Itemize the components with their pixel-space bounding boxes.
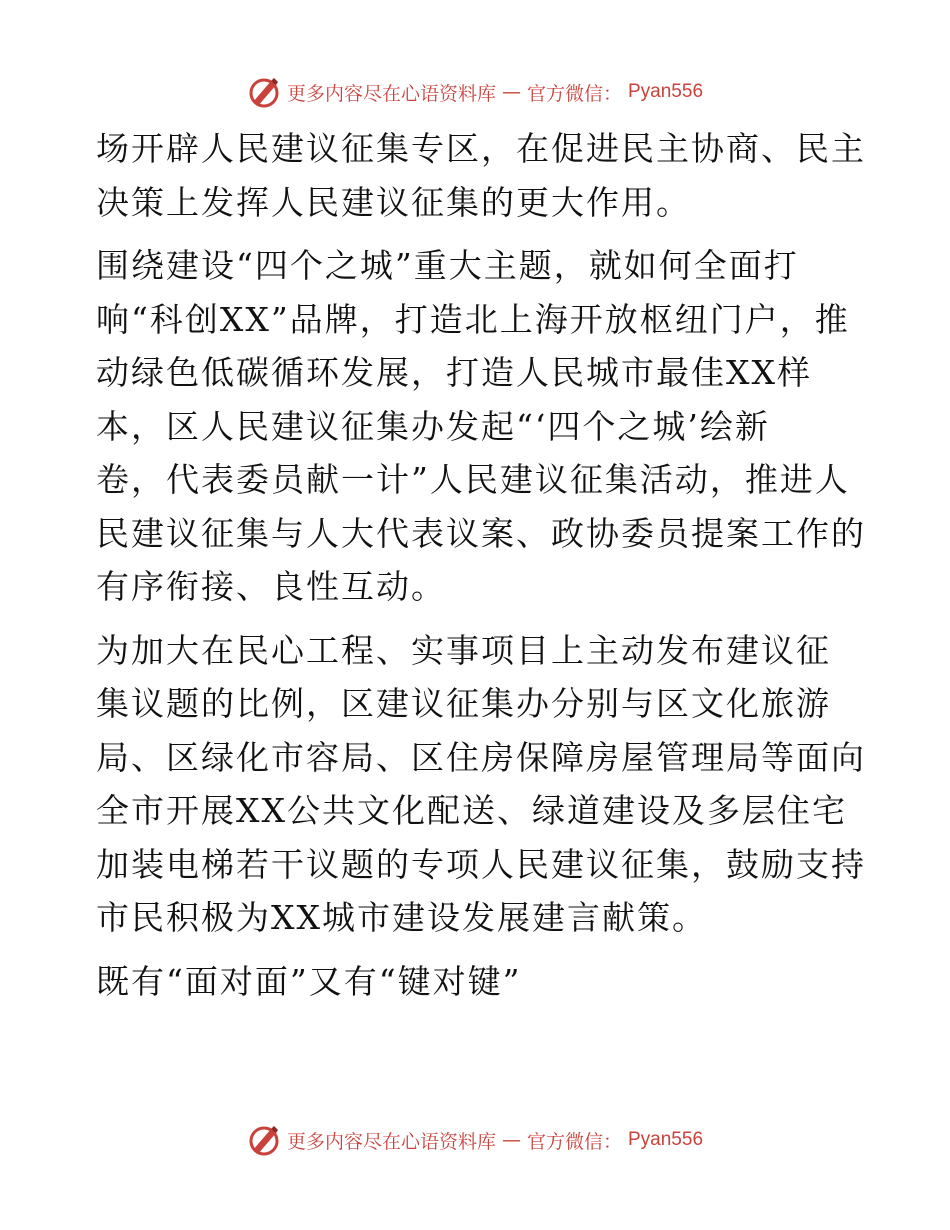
watermark-wechat-id: Pyan556	[628, 1129, 704, 1150]
text-line: 局、区绿化市容局、区住房保障房屋管理局等面向	[96, 737, 866, 777]
text-line: 有序衔接、良性互动。	[96, 567, 446, 606]
text-line: 集议题的比例，区建议征集办分别与区文化旅游	[96, 684, 831, 723]
text-line: 既有“面对面”又有“键对键”	[96, 961, 522, 1001]
text-line: 场开辟人民建议征集专区，在促进民主协商、民主	[96, 129, 866, 168]
paragraph-3	[96, 624, 866, 945]
text-line: 决策上发挥人民建议征集的更大作用。	[96, 182, 691, 222]
watermark-main-text: 更多内容尽在心语资料库	[286, 1130, 496, 1153]
watermark-official-label: 官方微信：	[526, 82, 622, 105]
text-line: 围绕建设“四个之城”重大主题，就如何全面打	[96, 246, 799, 285]
pen-circle-logo-icon	[247, 75, 281, 109]
paragraph-2	[96, 239, 866, 614]
document-body	[96, 122, 866, 1018]
text-line: 卷，代表委员献一计”人民建议征集活动，推进人	[96, 460, 850, 499]
text-line: 民建议征集与人大代表议案、政协委员提案工作的	[96, 513, 866, 553]
text-line: 加装电梯若干议题的专项人民建议征集，鼓励支持	[96, 844, 866, 884]
pen-circle-logo-icon	[247, 1123, 281, 1157]
text-line: 动绿色低碳循环发展，打造人民城市最佳XX样	[96, 353, 812, 392]
watermark-dash: —	[501, 1129, 521, 1151]
paragraph-4-heading	[96, 955, 866, 1009]
text-line: 市民积极为XX城市建设发展建言献策。	[96, 898, 707, 937]
text-line: 全市开展XX公共文化配送、绿道建设及多层住宅	[96, 791, 847, 830]
watermark-banner-bottom	[0, 1120, 950, 1160]
text-line: 本，区人民建议征集办发起“‘四个之城’绘新	[96, 406, 770, 446]
watermark-dash: —	[501, 81, 521, 103]
watermark-main-text: 更多内容尽在心语资料库	[286, 82, 496, 105]
watermark-wechat-id: Pyan556	[628, 81, 704, 102]
paragraph-1	[96, 122, 866, 229]
watermark-official-label: 官方微信：	[526, 1130, 622, 1153]
watermark-banner-top	[0, 72, 950, 112]
text-line: 为加大在民心工程、实事项目上主动发布建议征	[96, 630, 831, 670]
text-line: 响“科创XX”品牌，打造北上海开放枢纽门户，推	[96, 299, 850, 339]
